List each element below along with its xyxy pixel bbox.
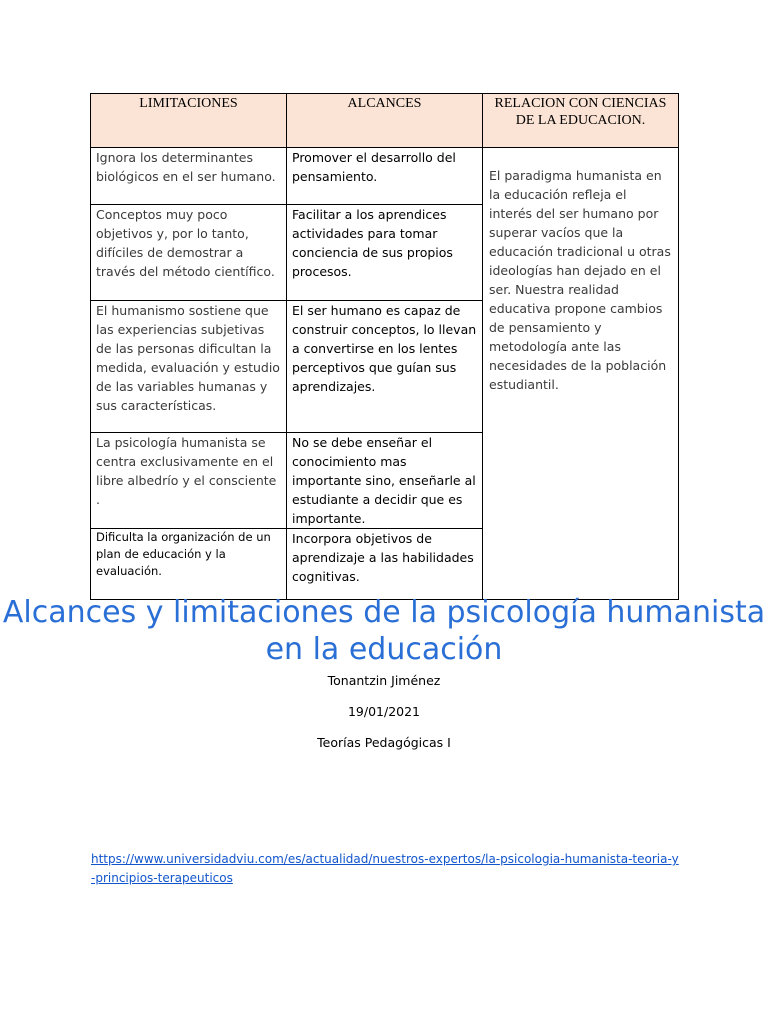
alcance-cell: Incorpora objetivos de aprendizaje a las habilidades cognitivas.: [287, 529, 483, 600]
header-limitaciones: LIMITACIONES: [91, 94, 287, 148]
header-alcances: ALCANCES: [287, 94, 483, 148]
table-row: [91, 148, 679, 205]
alcance-cell: Facilitar a los aprendices actividades para tomar conciencia de sus propios procesos.: [287, 205, 483, 301]
limitacion-cell: Conceptos muy poco objetivos y, por lo tanto, difíciles de demostrar a través del método científico.: [91, 205, 287, 301]
course-name: Teorías Pedagógicas I: [317, 735, 451, 750]
alcance-cell: Promover el desarrollo del pensamiento.: [287, 148, 483, 205]
source-link[interactable]: https://www.universidadviu.com/es/actualidad/nuestros-expertos/la-psicologia-humanista-teoria-y-principios-terapeuticos: [91, 852, 679, 885]
alcance-cell: El ser humano es capaz de construir conceptos, lo llevan a convertirse en los lentes perceptivos que guían sus aprendizajes.: [287, 301, 483, 433]
header-relacion: RELACION CON CIENCIAS DE LA EDUCACION.: [483, 94, 679, 148]
document-date: 19/01/2021: [347, 704, 421, 719]
comparison-table: [90, 93, 679, 600]
alcance-cell: No se debe enseñar el conocimiento mas importante sino, enseñarle al estudiante a decidir que es importante.: [287, 433, 483, 529]
limitacion-cell: Dificulta la organización de un plan de educación y la evaluación.: [91, 529, 287, 600]
relacion-cell: El paradigma humanista en la educación refleja el interés del ser humano por superar vacíos que la educación tradicional u otras ideologías han dejado en el ser. Nuestra realidad educativa propone cambios de pensamiento y metodología ante las necesidades de la población estudiantil.: [483, 148, 679, 600]
limitacion-cell: Ignora los determinantes biológicos en el ser humano.: [91, 148, 287, 205]
document-title: Alcances y limitaciones de la psicología humanista en la educación: [2, 595, 766, 667]
author-name: Tonantzin Jiménez: [327, 673, 441, 688]
limitacion-cell: La psicología humanista se centra exclusivamente en el libre albedrío y el consciente .: [91, 433, 287, 529]
table-header-row: [91, 94, 679, 148]
limitacion-cell: El humanismo sostiene que las experiencias subjetivas de las personas dificultan la medida, evaluación y estudio de las variables humanas y sus características.: [91, 301, 287, 433]
